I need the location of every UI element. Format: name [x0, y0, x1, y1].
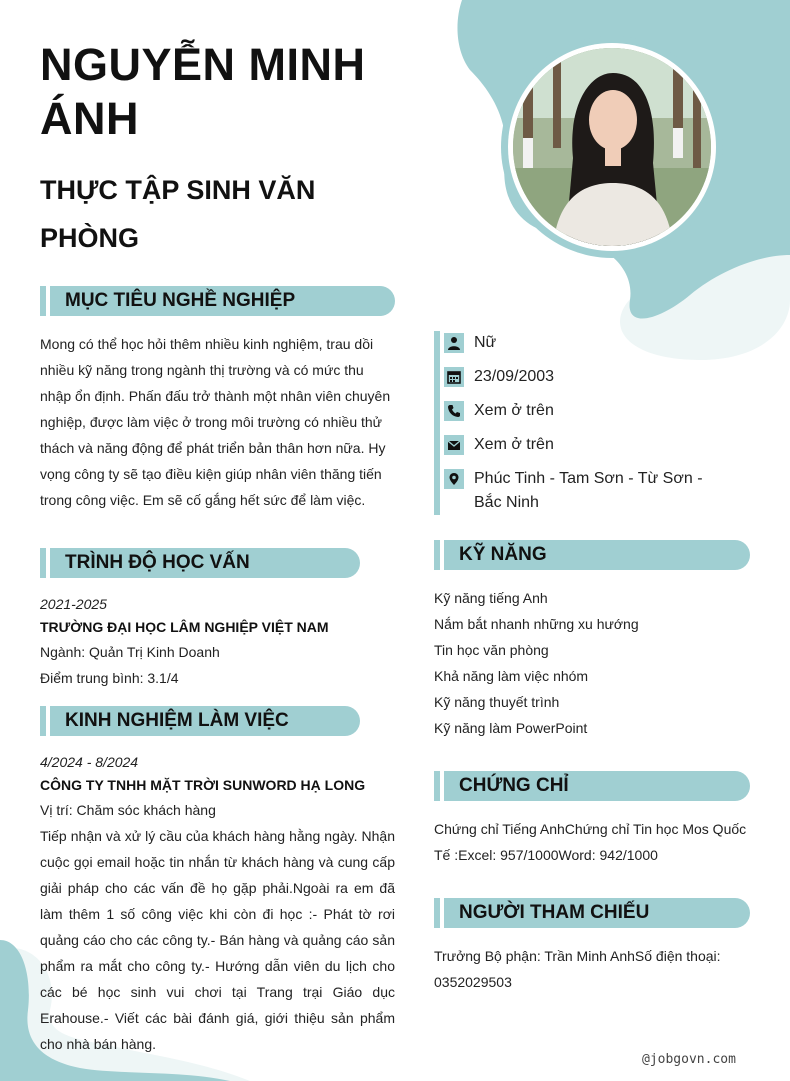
calendar-icon — [444, 367, 464, 387]
contact-birthday — [444, 365, 744, 389]
education-heading — [40, 548, 360, 578]
education-gpa: Điểm trung bình: 3.1/4 — [40, 670, 179, 686]
location-icon — [444, 469, 464, 489]
contact-gender — [444, 331, 744, 355]
objective-title: MỤC TIÊU NGHỀ NGHIỆP — [65, 290, 296, 311]
experience-position: Vị trí: Chăm sóc khách hàng — [40, 802, 216, 818]
contact-bar — [434, 331, 440, 515]
education-title: TRÌNH ĐỘ HỌC VẤN — [65, 552, 250, 573]
list-item: Kỹ năng làm PowerPoint — [434, 720, 588, 736]
list-item: Khả năng làm việc nhóm — [434, 668, 589, 684]
experience-title: KINH NGHIỆM LÀM VIỆC — [65, 710, 289, 731]
email-value: Xem ở trên — [474, 436, 554, 453]
list-item: Tin học văn phòng — [434, 642, 549, 658]
phone-value: Xem ở trên — [474, 402, 554, 419]
education-school: TRƯỜNG ĐẠI HỌC LÂM NGHIỆP VIỆT NAM — [40, 619, 329, 635]
objective-heading — [40, 286, 395, 316]
address-value: Phúc Tinh - Tam Sơn - Từ Sơn - Bắc Ninh — [474, 470, 703, 511]
list-item: Nắm bắt nhanh những xu hướng — [434, 616, 639, 632]
education-major: Ngành: Quản Trị Kinh Doanh — [40, 644, 220, 660]
contact-email — [444, 433, 744, 457]
skills-list — [434, 585, 750, 741]
list-item: Kỹ năng thuyết trình — [434, 694, 560, 710]
experience-company: CÔNG TY TNHH MẶT TRỜI SUNWORD HẠ LONG — [40, 777, 366, 793]
references-title: NGƯỜI THAM CHIẾU — [459, 902, 650, 923]
mail-icon — [444, 435, 464, 455]
skills-title: KỸ NĂNG — [459, 544, 547, 565]
certificates-title: CHỨNG CHỈ — [459, 775, 569, 796]
objective-text: Mong có thể học hỏi thêm nhiều kinh nghiệm, trau dồi nhiều kỹ năng trong ngành thị trường và có mức thu nhập ổn định. Phấn đấu trở thành một nhân viên chuyên nghiệp, được làm việc ở trong môi trường có nhiều thử thách và năng động để phát triển bản thân hơn nữa. Hy vọng công ty sẽ tạo điều kiện giúp nhân viên thăng tiến trong công việc. Em sẽ cố gắng hết sức để làm việc. — [40, 336, 391, 508]
gender-value: Nữ — [474, 334, 497, 351]
references-text: Trưởng Bộ phận: Trần Minh AnhSố điện thoại: 0352029503 — [434, 948, 721, 990]
experience-heading — [40, 706, 360, 736]
experience-period: 4/2024 - 8/2024 — [40, 754, 139, 770]
candidate-name: NGUYỄN MINH ÁNH — [40, 39, 366, 144]
references-heading — [434, 898, 750, 928]
contact-address — [444, 467, 744, 515]
phone-icon — [444, 401, 464, 421]
contact-phone — [444, 399, 744, 423]
birthday-value: 23/09/2003 — [474, 368, 555, 385]
certificates-heading — [434, 771, 750, 801]
watermark: @jobgovn.com — [642, 1052, 736, 1067]
skills-heading — [434, 540, 750, 570]
certificates-text: Chứng chỉ Tiếng AnhChứng chỉ Tin học Mos Quốc Tế :Excel: 957/1000Word: 942/1000 — [434, 821, 747, 863]
user-icon — [444, 333, 464, 353]
avatar — [513, 48, 711, 246]
experience-description: Tiếp nhận và xử lý cầu của khách hàng hằng ngày. Nhận cuộc gọi email hoặc tin nhắn từ khách hàng và cung cấp giải pháp cho các vấn đề họ gặp phải.Ngoài ra em đã làm thêm 1 số công việc khi còn đi học :- Phát tờ rơi quảng cáo cho các công ty.- Bán hàng và quảng cáo sản phẩm ra mắt cho công ty.- Hướng dẫn viên du lịch cho các bé học sinh vui chơi tại Trang trại Giáo dục Erahouse.- Viết các bài đánh giá, giới thiệu sản phẩm cho nhà bán hàng. — [40, 828, 395, 1052]
list-item: Kỹ năng tiếng Anh — [434, 590, 548, 606]
job-title: THỰC TẬP SINH VĂN PHÒNG — [40, 175, 316, 253]
education-period: 2021-2025 — [40, 596, 107, 612]
